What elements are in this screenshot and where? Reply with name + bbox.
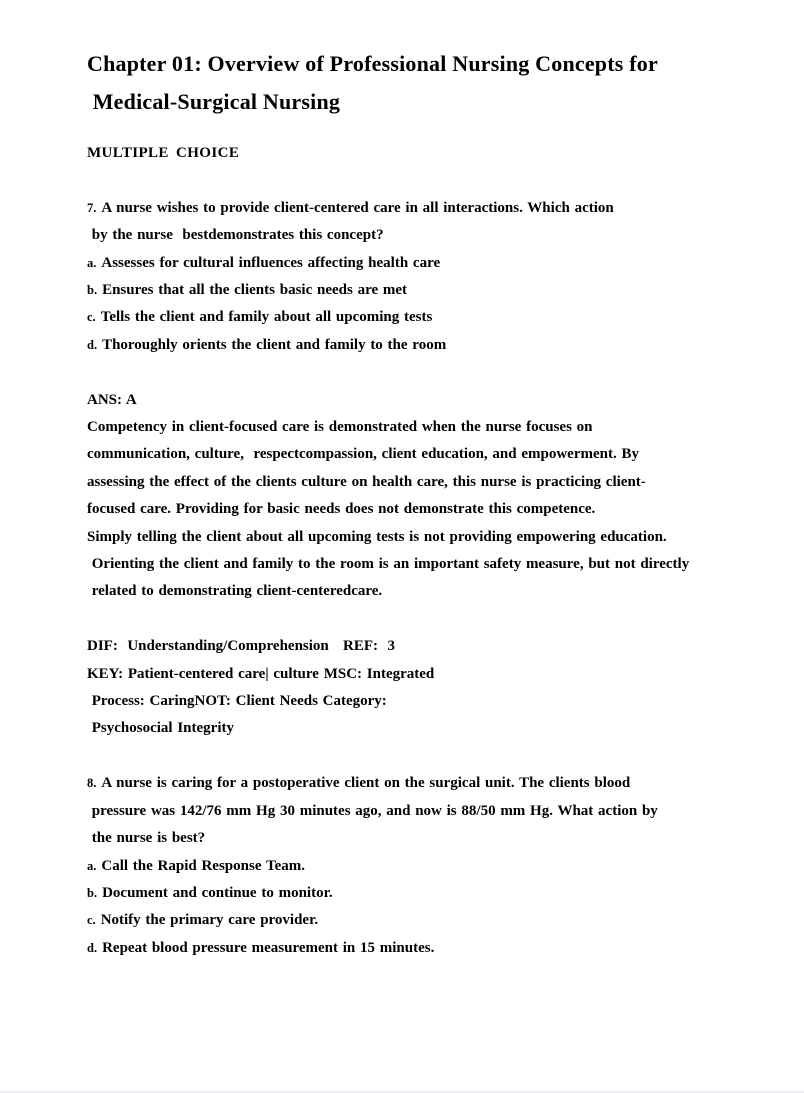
option-text: Notify the primary care provider. [100, 912, 319, 929]
blank-line [87, 167, 750, 194]
question-8-option-a [87, 853, 750, 880]
question-7-number: 7. [87, 200, 97, 215]
title-line-1: Chapter 01: Overview of Professional Nursing Concepts for [87, 51, 658, 76]
meta-process-not: Process: CaringNOT: Client Needs Category: [87, 693, 387, 710]
question-8-option-b [87, 880, 750, 907]
rationale-line-5: Simply telling the client about all upcoming tests is not providing empowering education. [87, 528, 667, 545]
rationale-line-4: focused care. Providing for basic needs does not demonstrate this competence. [87, 501, 596, 518]
option-text: Thoroughly orients the client and family to the room [102, 336, 447, 353]
option-text: Tells the client and family about all upcoming tests [100, 309, 433, 326]
question-7-stem-line-1 [87, 195, 750, 222]
question-7-option-a [87, 250, 750, 277]
question-7-stem-text: A nurse wishes to provide client-centered care in all interactions. Which action [101, 199, 614, 216]
question-7-stem-line-2: by the nurse bestdemonstrates this concept? [87, 227, 384, 244]
option-letter: c. [87, 913, 96, 928]
question-8-number: 8. [87, 776, 97, 791]
rationale-line-3: assessing the effect of the clients culture on health care, this nurse is practicing client- [87, 473, 646, 490]
option-letter: c. [87, 310, 96, 325]
blank-line [87, 359, 750, 386]
rationale-line-2: communication, culture, respectcompassion, client education, and empowerment. By [87, 446, 639, 463]
question-8-stem-text: A nurse is caring for a postoperative client on the surgical unit. The clients blood [101, 775, 631, 792]
option-letter: a. [87, 858, 97, 873]
blank-line [87, 606, 750, 633]
meta-dif-ref: DIF: Understanding/Comprehension REF: 3 [87, 638, 396, 655]
rationale-line-7: related to demonstrating client-centeredcare. [87, 583, 383, 600]
option-text: Call the Rapid Response Team. [101, 857, 305, 874]
meta-needs-category: Psychosocial Integrity [87, 720, 234, 737]
blank-line [87, 743, 750, 770]
option-text: Repeat blood pressure measurement in 15 minutes. [102, 939, 435, 956]
question-7-option-d [87, 332, 750, 359]
option-text: Assesses for cultural influences affecting health care [101, 254, 441, 271]
page-title [87, 45, 750, 121]
option-letter: d. [87, 940, 98, 955]
option-letter: b. [87, 885, 98, 900]
question-8-stem-line-2: pressure was 142/76 mm Hg 30 minutes ago, and now is 88/50 mm Hg. What action by [87, 802, 658, 819]
title-line-2: Medical-Surgical Nursing [87, 89, 341, 114]
option-letter: d. [87, 337, 98, 352]
option-letter: b. [87, 283, 98, 298]
rationale-line-6: Orienting the client and family to the room is an important safety measure, but not directly [87, 556, 690, 573]
question-8-stem-line-1 [87, 770, 750, 797]
option-text: Document and continue to monitor. [102, 884, 333, 901]
rationale-line-1: Competency in client-focused care is demonstrated when the nurse focuses on [87, 419, 593, 436]
question-8-option-c [87, 907, 750, 934]
section-heading: MULTIPLE CHOICE [87, 145, 240, 161]
question-8-option-d [87, 935, 750, 962]
question-7-option-b [87, 277, 750, 304]
meta-key-msc: KEY: Patient-centered care| culture MSC: Integrated [87, 665, 435, 682]
option-letter: a. [87, 255, 97, 270]
question-7-option-c [87, 304, 750, 331]
option-text: Ensures that all the clients basic needs are met [102, 282, 408, 299]
question-7-answer: ANS: A [87, 391, 137, 408]
question-8-stem-line-3: the nurse is best? [87, 830, 206, 847]
